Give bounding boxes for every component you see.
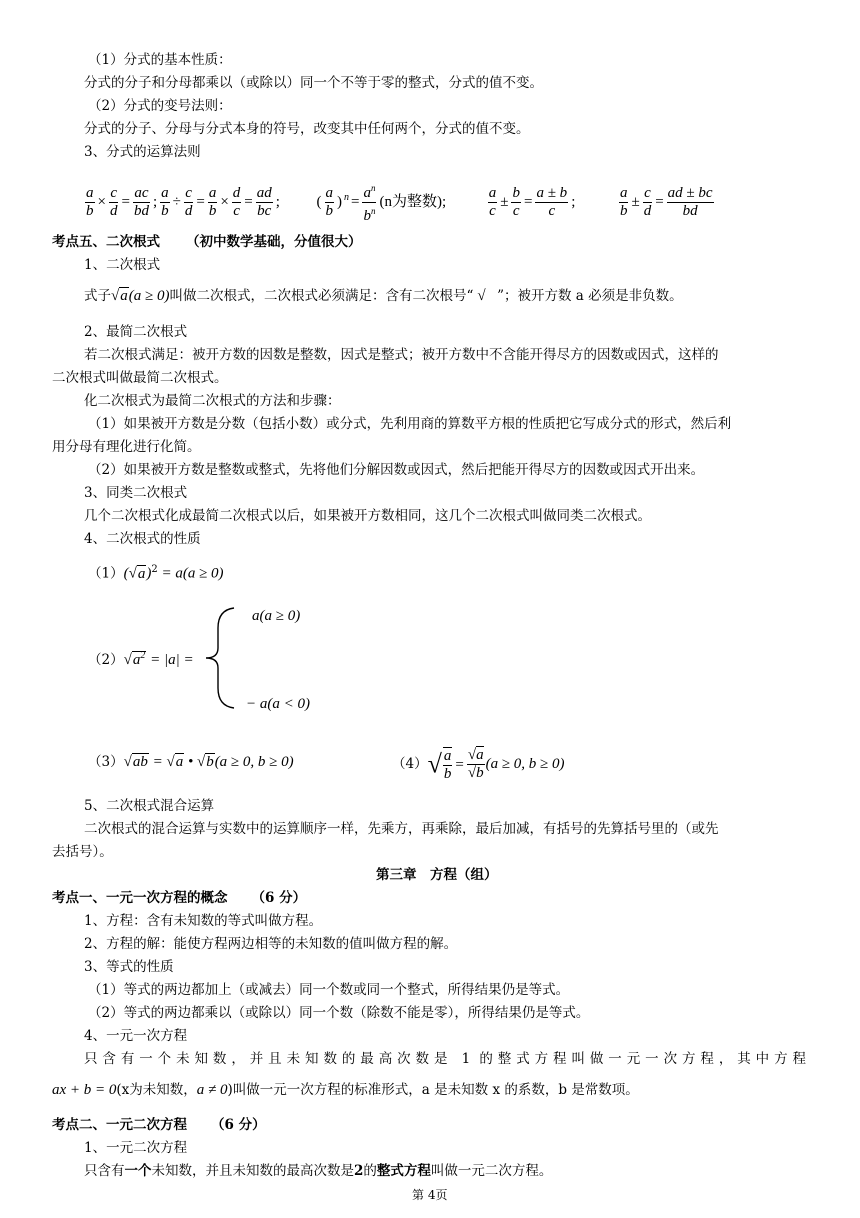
- quadratic-title: 1、一元二次方程: [84, 1140, 188, 1156]
- like-radicals-text: 几个二次根式化成最简二次根式以后，如果被开方数相同，这几个二次根式叫做同类二次根式。: [84, 508, 651, 524]
- equality-properties-title: 3、等式的性质: [84, 959, 174, 975]
- q-g: 叫做一元二次方程。: [430, 1163, 553, 1179]
- linear-equation-def-line1: 只含有一个未知数，并且未知数的最高次数是 1 的整式方程叫做一元一次方程，其中方程: [84, 1051, 806, 1067]
- k1-heading-score: （6 分）: [251, 890, 307, 906]
- q-c: 未知数，并且未知数的最高次数是: [151, 1163, 354, 1179]
- subheading-3: 3、同类二次根式: [84, 485, 188, 501]
- k1-heading-title: 考点一、一元一次方程的概念: [52, 890, 228, 906]
- linear-cond: (x为未知数，: [116, 1082, 197, 1098]
- fraction-operation-formulas: $\frac{a}{b}$ × $\frac{c}{d}$ = $\frac{ac}{bd}$ ; $\frac{a}{b}$ ÷ $\frac{c}{d}$ = $\frac{a}{b}$ × $\frac{d}{c}$ = $\frac{ad}{bc}$ ; ( $\frac{a}{b}$ ) $^n$ = $\frac{a^n}{b^n}$ (n为整数); $\frac{a}{c}$ ± $\frac{b}{c}$ = $\frac{a \pm b}{c}$ ; $\frac{a}{b}$ ± $\frac{c}{d}$ = $\frac{ad \pm bc}{bd}$: [84, 176, 715, 220]
- prop2-label: （2）: [88, 652, 124, 668]
- method-step1-line1: （1）如果被开方数是分数（包括小数）或分式，先利用商的算数平方根的性质把它写成分式的形式，然后利: [88, 416, 732, 432]
- k2-heading-title: 考点二、一元二次方程: [52, 1117, 187, 1133]
- q-a: 只含有: [84, 1163, 125, 1179]
- property-text: 分式的分子和分母都乘以（或除以）同一个不等于零的整式，分式的值不变。: [84, 75, 543, 91]
- q-d: 2: [354, 1163, 364, 1179]
- def-prefix: 式子: [84, 288, 111, 304]
- operation-rule-title: 3、分式的运算法则: [84, 144, 201, 160]
- property-1: $(1)(√a)^2 = a(a \ge 0)$: [88, 564, 224, 582]
- mixed-operation-line1: 二次根式的混合运算与实数中的运算顺序一样，先乘方，再乘除，最后加减，有括号的先算括号里的（或先: [84, 821, 719, 837]
- subheading-1: 1、二次根式: [84, 257, 161, 273]
- section5-heading-title: 考点五、二次根式: [52, 234, 160, 250]
- quadratic-def: [84, 1161, 552, 1181]
- prop3-label: （3）: [88, 754, 124, 770]
- linear-equation-title: 4、一元一次方程: [84, 1028, 188, 1044]
- method-step2: （2）如果被开方数是整数或整式，先将他们分解因数或因式，然后把能开得尽方的因数或因式开出来。: [88, 462, 705, 478]
- k2-heading-score: （6 分）: [211, 1117, 266, 1133]
- equality-property-2: （2）等式的两边都乘以（或除以）同一个数（除数不能是零），所得结果仍是等式。: [88, 1005, 590, 1021]
- section5-heading-note: （初中数学基础，分值很大）: [186, 234, 362, 250]
- subheading-4: 4、二次根式的性质: [84, 531, 201, 547]
- k2-heading: [52, 1115, 266, 1135]
- simplest-radical-line1: 若二次根式满足：被开方数的因数是整数，因式是整式；被开方数中不含能开得尽方的因数或因式，这样的: [84, 347, 719, 363]
- linear-standard-text: 叫做一元一次方程的标准形式，a 是未知数 x 的系数，b 是常数项。: [232, 1082, 639, 1098]
- def-text2: ”；被开方数 a 必须是非负数。: [497, 288, 683, 304]
- equality-property-1: （1）等式的两边都加上（或减去）同一个数或同一个整式，所得结果仍是等式。: [88, 982, 570, 998]
- solution-def: 2、方程的解：能使方程两边相等的未知数的值叫做方程的解。: [84, 936, 458, 952]
- subheading-2: 2、最简二次根式: [84, 324, 188, 340]
- equation-def: 1、方程：含有未知数的等式叫做方程。: [84, 913, 323, 929]
- q-e: 的: [363, 1163, 377, 1179]
- radical-definition: 式子√a(a ≥ 0)叫做二次根式，二次根式必须满足：含有二次根号“ √ ”；被开方数 a 必须是非负数。: [84, 288, 683, 304]
- property-title: （1）分式的基本性质：: [88, 52, 232, 68]
- sign-rule-text: 分式的分子、分母与分式本身的符号，改变其中任何两个，分式的值不变。: [84, 121, 530, 137]
- mixed-operation-line2: 去括号）。: [52, 844, 113, 860]
- sign-rule-title: （2）分式的变号法则：: [88, 98, 232, 114]
- prop4-label: （4）: [392, 756, 428, 772]
- property-4: （4）√ $\frac{a}{b}$ = $\frac{√a}{√b}$ (a ≥ 0, b ≥ 0): [392, 747, 565, 782]
- piecewise-case-neg: − a(a < 0): [246, 696, 310, 712]
- property-2: $(2)√a^2 = |a|$ =: [88, 650, 194, 668]
- method-title: 化二次根式为最简二次根式的方法和步骤：: [84, 393, 341, 409]
- subheading-5: 5、二次根式混合运算: [84, 798, 215, 814]
- method-step1-line2: 用分母有理化进行化简。: [52, 439, 201, 455]
- q-f: 整式方程: [376, 1163, 431, 1179]
- section5-heading: [52, 232, 362, 252]
- page-number: 第 4页: [412, 1188, 448, 1202]
- simplest-radical-line2: 二次根式叫做最简二次根式。: [52, 370, 228, 386]
- power-note: (n为整数);: [379, 194, 447, 210]
- chapter-title: 第三章 方程（组）: [376, 867, 498, 883]
- piecewise-case-nonneg: a(a ≥ 0): [252, 608, 301, 624]
- piecewise-brace: [200, 604, 240, 712]
- linear-equation-def-line2: ax + b = 0(x为未知数，a ≠ 0)叫做一元一次方程的标准形式，a 是未知数 x 的系数，b 是常数项。: [52, 1082, 639, 1098]
- property-3: （3）√ab = √a • √b(a ≥ 0, b ≥ 0): [88, 754, 294, 770]
- k1-heading: [52, 888, 306, 908]
- prop1-label: （1）: [88, 565, 124, 582]
- def-text: 叫做二次根式，二次根式必须满足：含有二次根号“: [169, 288, 474, 304]
- q-b: 一个: [124, 1163, 152, 1179]
